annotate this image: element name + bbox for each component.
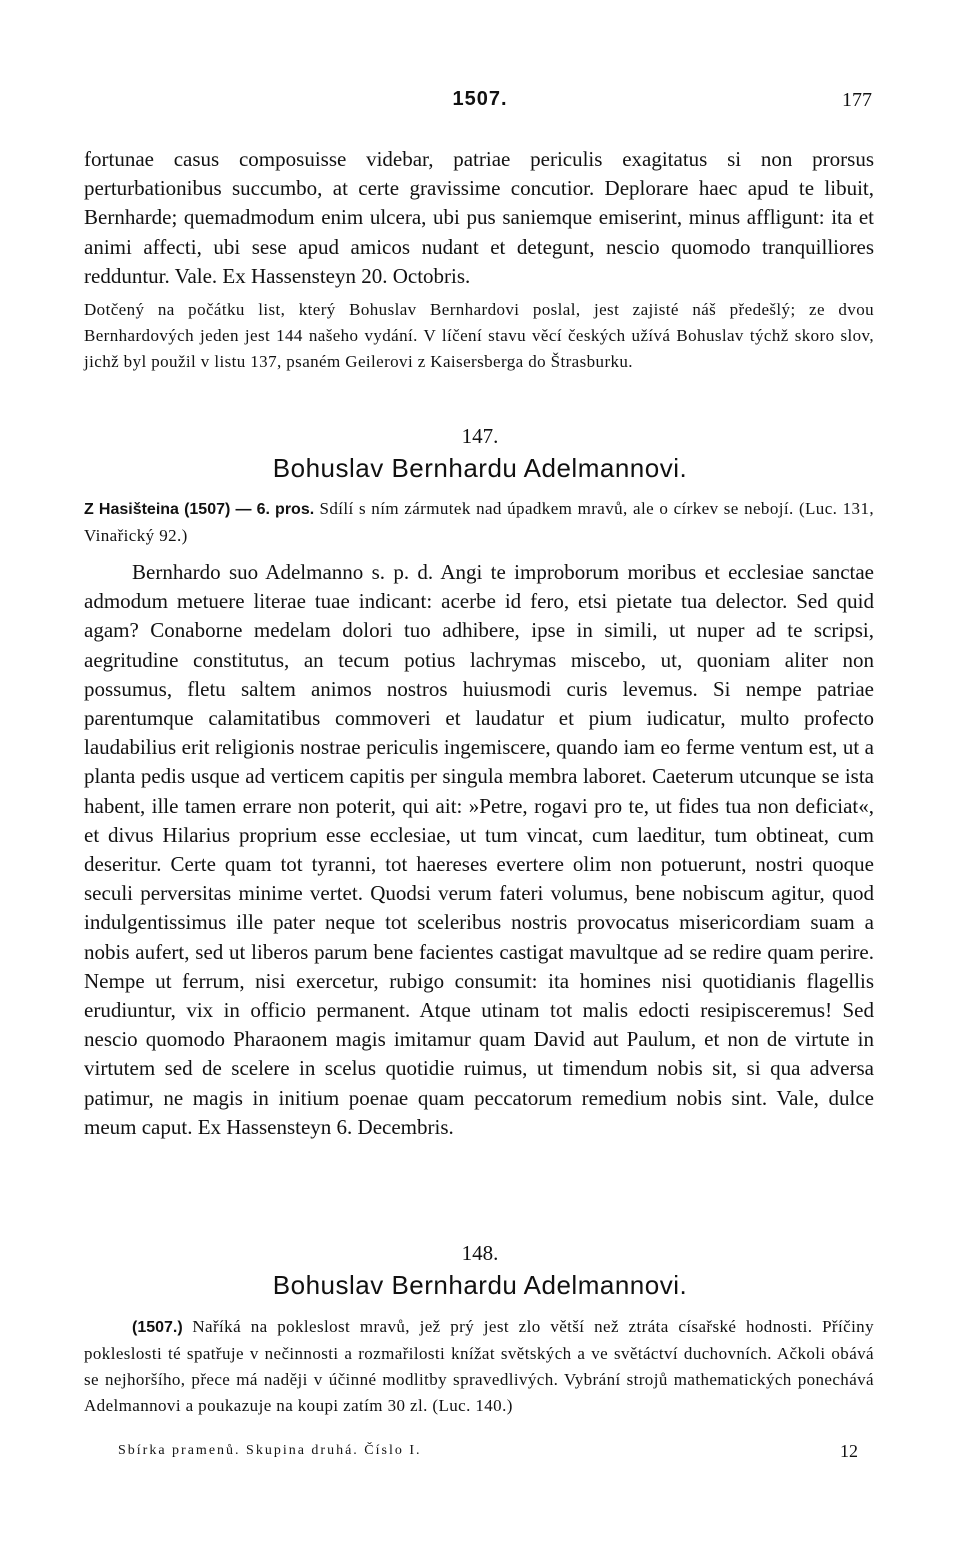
running-head [84,88,876,116]
carryover-paragraph: fortunae casus composuisse videbar, patriae periculis exagitatus si non prorsus perturbationibus succumbo, at certe gravissime concutior. Deplorare haec apud te libuit, Bernharde; quemadmodum enim ulcera, ubi pus saniemque emiserint, minus affligunt: ita et animi affecti, ubi sese apud amicos nudant et detegunt, nescio quomodo tranquilliores redduntur. Vale. Ex Hassensteyn 20. Octobris. [84,147,874,288]
letter-147-number: 147. [461,424,499,448]
footer-signature: 12 [840,1441,858,1461]
letter-148-title: Bohuslav Bernhardu Adelmannovi. [272,1270,688,1300]
letter-148-summary-place: (1507.) [132,1319,183,1336]
carryover-editorial-note: Dotčený na počátku list, který Bohuslav Bernhardovi poslal, jest zajisté náš předešlý; ze dvou Bernhardových jeden jest 144 našeho vydání. V líčení stavu věcí českých užívá Bohuslav týchž skoro slov, jichž byl použil v listu 137, psaném Geilerovi z Kaisersberga do Štrasburku. [84,300,874,371]
letter-148-number: 148. [461,1241,499,1265]
letter-147-summary [84,496,874,549]
letter-147-summary-text: Sdílí s ním zármutek nad úpadkem mravů, ale o církev se nebojí. (Luc. 131, Vinařický 92.) [84,499,874,545]
letter-148-summary-text: Naříká na pokleslost mravů, jež prý jest zlo větší než ztráta císařské hodnosti. Příčiny pokleslosti té spatřuje v nečinnosti a rozmařilosti knížat světských a ve světáctví duchovních. Ačkoli obává se nejhoršího, přece má naději v účinné modlitby spravedlivých. Vybrání strojů mathematických ponechává Adelmannovi a poukazuje na koupi zatím 30 zl. (Luc. 140.) [84,1317,874,1415]
letter-147-title: Bohuslav Bernhardu Adelmannovi. [272,453,688,483]
page-number: 177 [842,89,872,111]
letter-148-summary [84,1314,874,1419]
letter-147-summary-place: Z Hasišteina (1507) — 6. pros. [84,501,315,518]
page-footer [118,1443,858,1467]
running-head-year: 1507. [452,88,508,110]
letter-147-body: Bernhardo suo Adelmanno s. p. d. Angi te improborum moribus et ecclesiae sanctae admodum metuere literae tuae indicant: acerbe id fero, etsi pietate tua delector. Sed quid agam? Conaborne medelam dolori tuo adhibere, ipse in simili, ut nuper ad te scripsi, aegritudine constitutus, an tecum potius lachrymas miscebo, ut, quoniam aliter non possumus, fletu saltem animos nostros huiusmodi curis levemus. Si nempe patriae parentumque calamitatibus commoveri et laudatur et pium iudicatur, multo profecto laudabilius erit religionis nostrae periculis ingemiscere, quando iam eo ferme ventum est, ut a planta pedis usque ad verticem capitis per singula membra laboret. Caeterum utcunque se ista habent, ille tamen errare non poterit, qui ait: »Petre, rogavi pro te, ut fides tua non deficiat«, et divus Hilarius proprium esse ecclesiae, ut tum vincat, cum laeditur, tum obtineat, cum deseritur. Certe quam tot tyranni, tot haereses evertere olim non potuerunt, nostri quoque seculi perversitas minime vertet. Quodsi verum fateri volumus, bene nobiscum agitur, quod indulgentissimus ille pater neque tot sceleribus nostris provocatus misericordiam suam a nobis aufert, sed ut liberos parum bene facientes castigat mavultque ad se redire quam perire. Nempe ut ferrum, nisi exercetur, rubigo consumit: ita homines nisi quotidianis flagellis erudiuntur, vix in officio permanent. Atque utinam tot malis edocti resipisceremus! Sed nescio quomodo Pharaonem magis imitamur quam David aut Paulum, et non de virtute in virtutem sed de scelere in scelus quotidie ruimus, ut timendum nobis sit, si qua adversa patimur, ne magis in initium poenae quam peccatorum remedium nobis sint. Vale, dulce meum caput. Ex Hassensteyn 6. Decembris. [84,560,874,1139]
footer-source: Sbírka pramenů. Skupina druhá. Číslo I. [118,1443,422,1458]
